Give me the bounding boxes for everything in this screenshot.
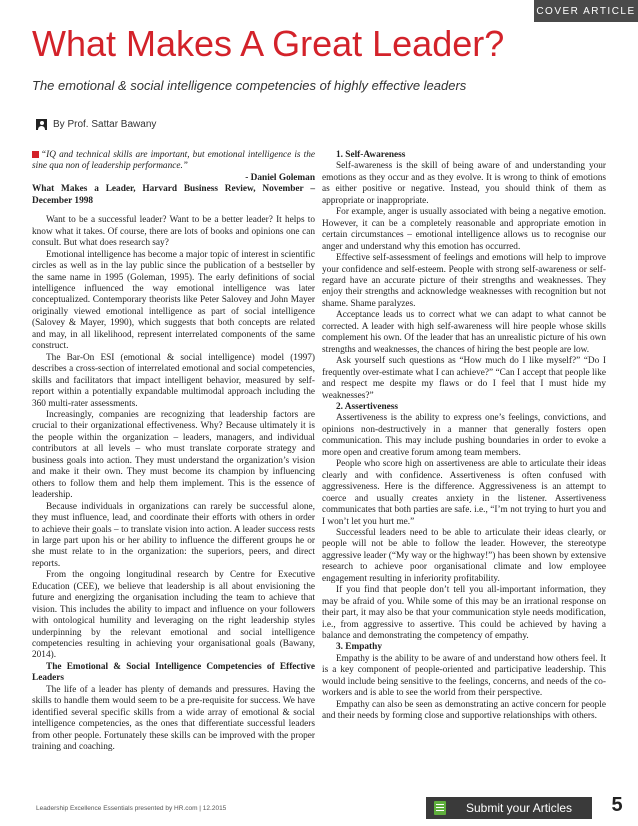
article-title: What Makes A Great Leader? [32, 23, 505, 64]
body-paragraph: Assertiveness is the ability to express one’s feelings, convictions, and opinions non-destructively in a manner that generally fosters open communication. This may include pushing boundaries in order to evoke a more open and creative forum among team members. [322, 413, 606, 458]
submit-articles-button[interactable] [426, 797, 592, 819]
body-paragraph: Effective self-assessment of feelings and emotions will help to improve your confidence and self-esteem. People with strong self-awareness or self-regard have an accurate picture of their strengths and weaknesses. They enjoy their strengths and acknowledge weaknesses with recognition but not shame. Shame paralyzes. [322, 253, 606, 309]
section-heading-assertiveness: 2. Assertiveness [336, 401, 398, 412]
body-paragraph: Because individuals in organizations can rarely be successful alone, they must influence, lead, and coordinate their efforts with others in order to achieve their goals – to translate vision into action. A leader success rests in large part upon his or her ability to influence the different groups he or she must relate to in the organization: the superiors, peers, and direct reports. [32, 501, 315, 569]
byline [36, 119, 156, 130]
body-paragraph: The Bar-On ESI (emotional & social intelligence) model (1997) describes a cross-section of interrelated emotional and social competencies, skills and facilitators that impact intelligent behavior, measured by self-report within a potentially expandable multimodal approach including the 360 multi-rater assessments. [32, 352, 315, 409]
quote-attribution: - Daniel Goleman [245, 172, 315, 183]
section-heading-empathy: 3. Empathy [336, 642, 382, 653]
body-paragraph: The life of a leader has plenty of demands and pressures. Having the skills to handle them would seem to be a pre-requisite for success. We have identified several specific skills from a wide array of emotional & social intelligence competencies, as the ones that differentiate successful leaders from other people. Fortunately these skills can be improved with the proper training and coaching. [32, 684, 315, 753]
body-paragraph: For example, anger is usually associated with being a negative emotion. However, it can be a completely reasonable and appropriate emotion in certain circumstances – emotional intelligence allows us to recognise our anger and understand why this emotion has occurred. [322, 207, 606, 252]
body-paragraph: Acceptance leads us to correct what we can adapt to what cannot be corrected. A leader with high self-awareness will hire people whose skills complement his own. Of the leader that has an unrealistic picture of his own strengths and weaknesses, the chances of hiring the best people are low. [322, 310, 606, 355]
right-column [322, 150, 606, 723]
section-heading-self-awareness: 1. Self-Awareness [336, 150, 406, 160]
section-tag: COVER ARTICLE [534, 0, 638, 22]
quote-source: What Makes a Leader, Harvard Business Review, November – December 1998 [32, 184, 315, 206]
body-paragraph: From the ongoing longitudinal research by Centre for Executive Education (CEE), we believe that leadership is all about envisioning the future and energizing the organisation including the team to achieve that vision. This includes the ability to impact and influence on your followers with ontological humility and leveraging on the right leadership styles underpinning by the relevant emotional and social intelligence competencies resulting in achieving your organisational goals (Bawany, 2014). [32, 570, 315, 661]
person-icon [36, 119, 47, 130]
author-name: By Prof. Sattar Bawany [53, 119, 157, 130]
body-paragraph: People who score high on assertiveness are able to articulate their ideas clearly and with confidence. Assertiveness is often confused with aggressiveness. Here is the difference. Aggressiveness is an attempt to coerce and usually creates anxiety in the listener. Assertiveness communicates that both parties are safe. i.e., “I’m not trying to hurt you and I won’t let you hurt me.” [322, 459, 606, 527]
body-paragraph: Empathy can also be seen as demonstrating an active concern for people and their needs by forming close and supportive relationships with others. [322, 699, 606, 722]
document-icon [434, 801, 446, 815]
footer-credit: Leadership Excellence Essentials presented by HR.com | 12.2015 [36, 805, 227, 812]
body-paragraph: If you find that people don’t tell you all-important information, they may be afraid of you. While some of this may be an irrational response on their part, it may also be that your communication style needs modification, i.e., from aggressive to assertive. This could be achieved by having a balance and demonstrating the competency of empathy. [322, 585, 606, 642]
body-paragraph: Successful leaders need to be able to articulate their ideas clearly, or people will not be able to follow the leader. However, the stereotype aggressive leader (“My way or the highway!”) has been shown by extensive research to achieve poor organisational climate and low employee engagement resulting in inferiority profitability. [322, 527, 606, 584]
left-column [32, 150, 315, 754]
submit-articles-label: Submit your Articles [466, 801, 573, 815]
body-paragraph: Ask yourself such questions as “How much do I like myself?” “Do I frequently over-estimate what I can achieve?” “Can I accept that people like and respect me despite my flaws or do I feel that I must hide my weaknesses?” [322, 356, 606, 401]
section-heading: The Emotional & Social Intelligence Competencies of Effective Leaders [32, 661, 315, 684]
quote-mark-icon [32, 151, 39, 158]
body-paragraph: Want to be a successful leader? Want to be a better leader? It helps to know what it takes. Of course, there are lots of books and opinions one can consult. But what does research say? [32, 215, 315, 249]
body-paragraph: Emotional intelligence has become a major topic of interest in scientific circles as well as in the lay public since the publication of a bestseller by the same name in 1995 (Goleman, 1995). The early definitions of social intelligence influenced the way emotional intelligence was later conceptualized. Contemporary theorists like Peter Salovey and John Mayer originally viewed emotional intelligence as part of social intelligence (Salovey & Mayer, 1990), which suggests that both concepts are related and may, in all likelihood, represent interrelated components of the same construct. [32, 249, 315, 352]
body-paragraph: Self-awareness is the skill of being aware of and understanding your emotions as they occur and as they evolve. It is wrong to think of emotions as either positive or negative. Instead, you should think of them as appropriate or inappropriate. [322, 161, 606, 206]
intro-quote [32, 150, 315, 173]
article-subtitle: The emotional & social intelligence competencies of highly effective leaders [32, 78, 467, 93]
page-number: 5 [611, 794, 623, 816]
body-paragraph: Empathy is the ability to be aware of and understand how others feel. It is a key component of people-oriented and participative leadership. This would include being sensitive to the feelings, concerns, and needs of the co-workers and is able to see the world from their perspective. [322, 653, 606, 699]
body-paragraph: Increasingly, companies are recognizing that leadership factors are crucial to their organizational effectiveness. Why? Because ultimately it is the people within the organization – leaders, managers, and individual contributors at all levels – who must translate corporate strategy and business goals into action. They must understand the organization’s vision and make it their own. They must become its champion by influencing others to follow them and help them implement. This is the essence of leadership. [32, 409, 315, 501]
quote-text: “IQ and technical skills are important, but emotional intelligence is the sine qua non of leadership performance.” [32, 150, 315, 172]
